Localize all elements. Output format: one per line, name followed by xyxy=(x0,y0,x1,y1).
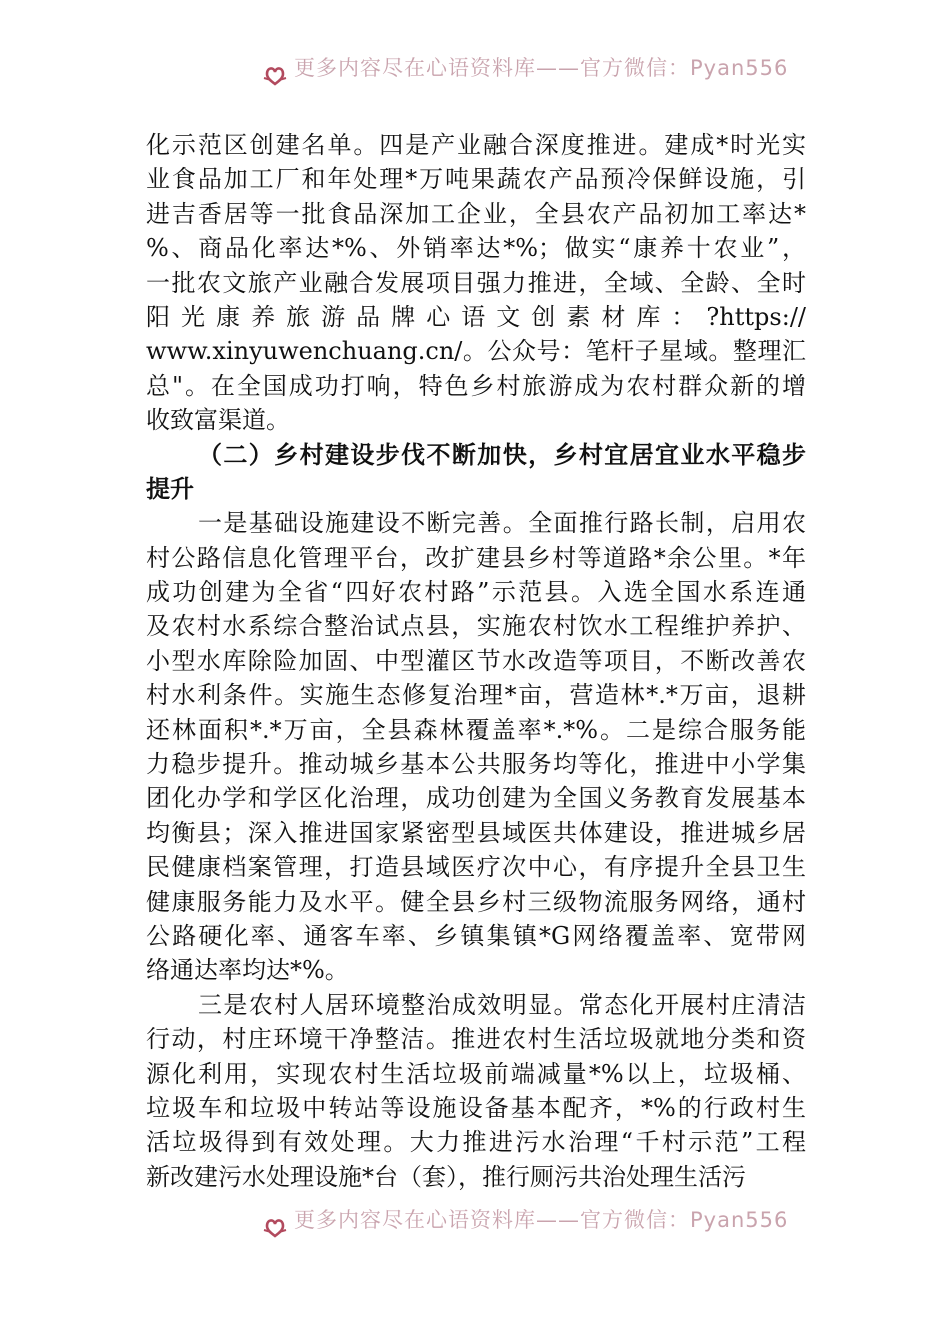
text-line: 健康服务能力及水平。健全县乡村三级物流服务网络，通村 xyxy=(146,887,806,916)
text-line: 及农村水系综合整治试点县，实施农村饮水工程维护养护、 xyxy=(146,612,806,641)
text-line: 新改建污水处理设施*台（套），推行厕污共治处理生活污 xyxy=(146,1162,746,1191)
paragraph xyxy=(146,506,806,987)
header-watermark xyxy=(0,52,950,86)
text-line: 民健康档案管理，打造县域医疗次中心，有序提升全县卫生 xyxy=(146,853,806,882)
text-line: 一是基础设施建设不断完善。全面推行路长制，启用农 xyxy=(198,509,806,538)
text-line: 一批农文旅产业融合发展项目强力推进，全域、全龄、全时 xyxy=(146,268,806,297)
heart-book-logo-icon xyxy=(262,1212,288,1238)
text-line: 行动，村庄环境干净整洁。推进农村生活垃圾就地分类和资 xyxy=(146,1025,806,1054)
text-line: 小型水库除险加固、中型灌区节水改造等项目，不断改善农 xyxy=(146,646,806,675)
text-line: （二）乡村建设步伐不断加快，乡村宜居宜业水平稳步 xyxy=(198,439,806,469)
text-line: 总"。在全国成功打响，特色乡村旅游成为农村群众新的增 xyxy=(146,371,806,400)
text-line: 化示范区创建名单。四是产业融合深度推进。建成*时光实 xyxy=(146,131,806,159)
text-line: 三是农村人居环境整治成效明显。常态化开展村庄清洁 xyxy=(198,990,806,1019)
text-line: 活垃圾得到有效处理。大力推进污水治理“千村示范”工程 xyxy=(146,1128,806,1157)
text-line: 均衡县；深入推进国家紧密型县域医共体建设，推进城乡居 xyxy=(146,818,806,847)
text-line: www.xinyuwenchuang.cn/。公众号：笔杆子星域。整理汇 xyxy=(146,337,806,366)
footer-watermark xyxy=(0,1204,950,1238)
text-line: 还林面积*.*万亩，全县森林覆盖率*.*%。二是综合服务能 xyxy=(146,715,806,744)
text-line: 力稳步提升。推动城乡基本公共服务均等化，推进中小学集 xyxy=(146,750,806,779)
document-body xyxy=(146,128,806,1194)
text-line: 成功创建为全省“四好农村路”示范县。入选全国水系连通 xyxy=(146,578,806,607)
text-line: %、商品化率达*%、外销率达*%；做实“康养十农业”， xyxy=(146,234,806,263)
watermark-text: 更多内容尽在心语资料库——官方微信：Pyan556 xyxy=(294,1208,789,1232)
paragraph xyxy=(146,128,806,438)
heart-book-logo-icon xyxy=(262,60,288,86)
paragraph xyxy=(146,988,806,1194)
section-heading xyxy=(146,438,806,507)
watermark-text: 更多内容尽在心语资料库——官方微信：Pyan556 xyxy=(294,56,789,80)
text-line: 垃圾车和垃圾中转站等设施设备基本配齐，*%的行政村生 xyxy=(146,1093,806,1122)
text-line: 络通达率均达*%。 xyxy=(146,956,349,985)
text-line: 团化办学和学区化治理，成功创建为全国义务教育发展基本 xyxy=(146,784,806,813)
text-line: 源化利用，实现农村生活垃圾前端减量*%以上，垃圾桶、 xyxy=(146,1059,806,1088)
text-line: 阳光康养旅游品牌心语文创素材库：?https:// xyxy=(146,302,806,331)
text-line: 村水利条件。实施生态修复治理*亩，营造林*.*万亩，退耕 xyxy=(146,681,806,710)
text-line: 进吉香居等一批食品深加工企业，全县农产品初加工率达* xyxy=(146,199,806,228)
text-line: 提升 xyxy=(146,473,194,503)
text-line: 收致富渠道。 xyxy=(146,406,290,435)
text-line: 公路硬化率、通客车率、乡镇集镇*G网络覆盖率、宽带网 xyxy=(146,921,806,950)
text-line: 村公路信息化管理平台，改扩建县乡村等道路*余公里。*年 xyxy=(146,543,806,572)
text-line: 业食品加工厂和年处理*万吨果蔬农产品预冷保鲜设施，引 xyxy=(146,165,806,194)
